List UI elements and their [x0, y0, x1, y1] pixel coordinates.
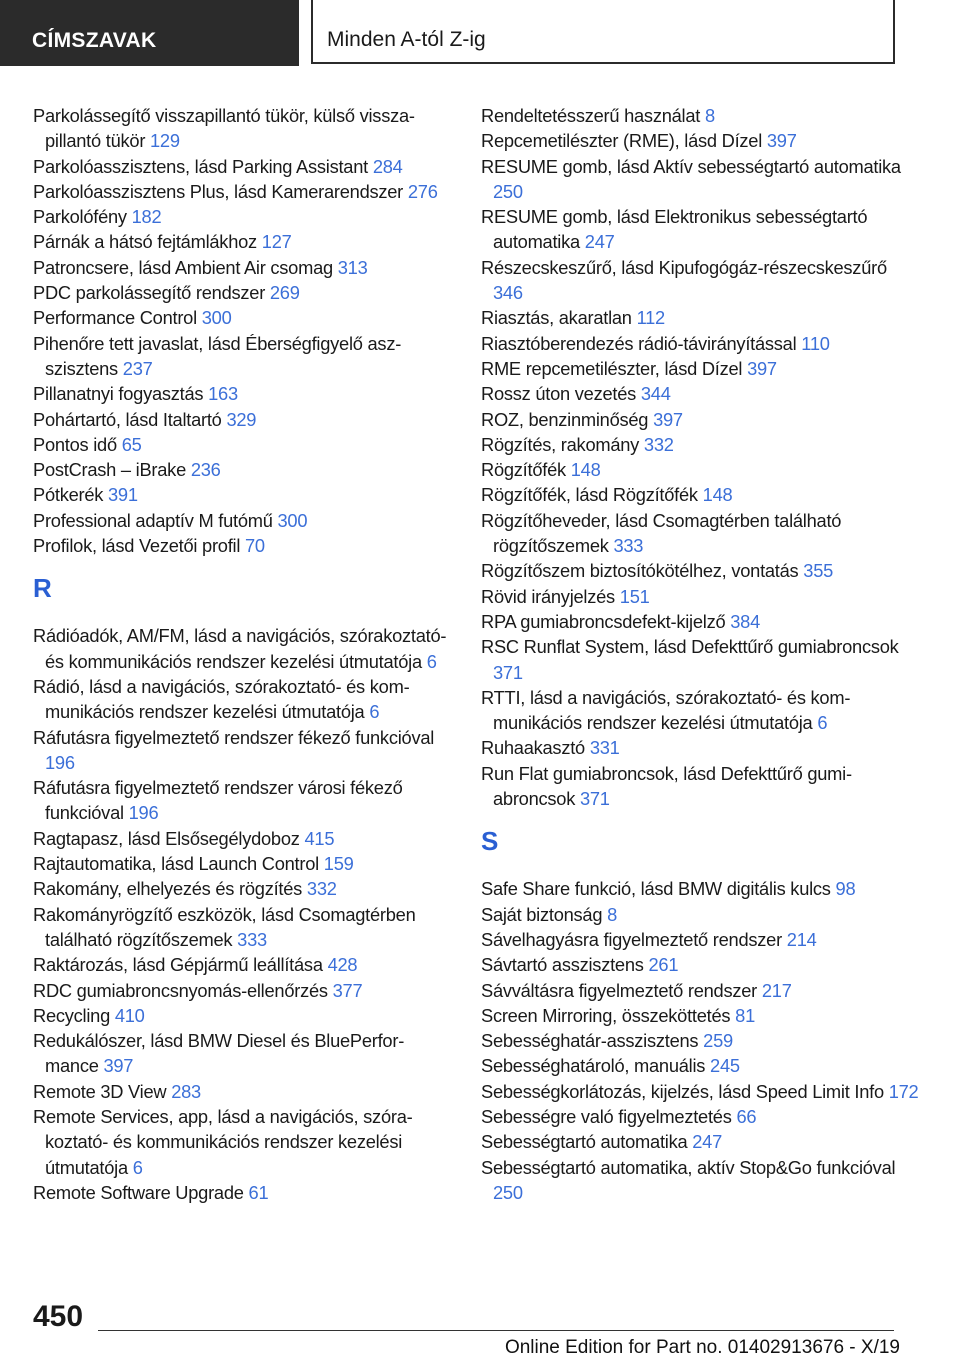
page-link[interactable]: 182 [131, 206, 162, 228]
index-entry-term: Rögzítőfék [481, 459, 566, 481]
tab-cimszavak[interactable]: CÍMSZAVAK [0, 0, 299, 66]
page-link[interactable]: 70 [245, 535, 265, 557]
page-link[interactable]: 148 [570, 459, 601, 481]
index-entry-term: Ráfutásra figyelmeztető rendszer fékező funkcióval [33, 726, 435, 748]
page-link[interactable]: 332 [643, 433, 674, 455]
index-entry-term: Run Flat gumiabroncsok, lásd Defekttűrő gumiabroncsok [481, 762, 853, 810]
page-link[interactable]: 159 [323, 853, 354, 875]
index-entry [481, 609, 921, 634]
index-entry [33, 1028, 451, 1079]
index-entry [33, 381, 451, 406]
header-bar [0, 0, 960, 66]
index-entry-term: Parkolófény [33, 206, 127, 228]
footer-edition: Online Edition for Part no. 01402913676 - X/19 [504, 1337, 900, 1358]
page-link[interactable]: 247 [692, 1131, 723, 1153]
index-entry [481, 1028, 921, 1053]
index-entry [481, 128, 921, 153]
page-link[interactable]: 65 [121, 433, 142, 455]
index-entry [481, 978, 921, 1003]
index-entry-term: Rakomány, elhelyezés és rögzítés [33, 878, 303, 900]
index-entry-term: Sávtartó asszisztens [481, 954, 644, 976]
index-entry [33, 407, 451, 432]
index-entry-term: RME repcemetilészter, lásd Dízel [481, 357, 743, 379]
index-entry [33, 457, 451, 482]
index-entry-term: Ráfutásra figyelmeztető rendszer városi fékező funkcióval [33, 777, 403, 824]
page-link[interactable]: 283 [171, 1080, 201, 1102]
index-entry-term: RTTI, lásd a navigációs, szórakoztató- és kommunikációs rendszer kezelési útmutatója [481, 686, 851, 734]
index-entry [481, 1003, 921, 1028]
index-entry [481, 1129, 921, 1154]
page-link[interactable]: 112 [636, 307, 665, 329]
index-entry-term: Rögzítőheveder, lásd Csomagtérben található rögzítőszemek [481, 509, 842, 557]
page-link[interactable]: 217 [761, 979, 792, 1001]
footer-divider [98, 1330, 894, 1331]
page-link[interactable]: 245 [710, 1055, 740, 1077]
index-entry-term: Riasztás, akaratlan [481, 307, 632, 329]
page-link[interactable]: 247 [584, 231, 615, 253]
index-entry-term: RDC gumiabroncsnyomás-ellenőrzés [33, 979, 328, 1001]
index-column-left [33, 103, 451, 1205]
section-letter-s: S [481, 826, 499, 857]
index-column-right [481, 103, 921, 1205]
page-link[interactable]: 8 [704, 105, 715, 126]
index-entry-term: RSC Runflat System, lásd Defekttűrő gumiabroncsok [481, 636, 899, 658]
page-link[interactable]: 300 [277, 509, 308, 531]
index-entry-term: Rádió, lásd a navigációs, szórakoztató- és kommunikációs rendszer kezelési útmutatója [33, 675, 410, 723]
index-entry-term: Parkolóasszisztens Plus, lásd Kamerarendszer [33, 180, 404, 202]
page-link[interactable]: 61 [248, 1181, 269, 1203]
page-link[interactable]: 163 [208, 383, 238, 405]
page-link[interactable]: 110 [801, 332, 830, 354]
page-link[interactable]: 332 [306, 878, 337, 900]
index-entry-term: RESUME gomb, lásd Elektronikus sebességtartó automatika [481, 206, 868, 253]
index-entry-term: PDC parkolássegítő rendszer [33, 282, 266, 304]
index-entry-term: RESUME gomb, lásd Aktív sebességtartó automatika [481, 155, 901, 177]
index-entry [33, 1003, 451, 1028]
index-entry [481, 432, 921, 457]
index-entry [481, 154, 921, 205]
index-entry-term: Sávelhagyásra figyelmeztető rendszer [481, 928, 782, 950]
index-entry [33, 623, 451, 674]
index-entry [481, 305, 921, 330]
index-entry-term: Rajtautomatika, lásd Launch Control [33, 853, 319, 875]
page-link[interactable]: 214 [786, 928, 817, 950]
page-link[interactable]: 276 [407, 180, 438, 202]
index-entry-term: Repcemetilészter (RME), lásd Dízel [481, 130, 763, 152]
index-entry-term: Sávváltásra figyelmeztető rendszer [481, 979, 758, 1001]
index-entry [33, 229, 451, 254]
page-link[interactable]: 300 [201, 307, 232, 329]
index-entry [33, 204, 451, 229]
index-entry-term: Remote Software Upgrade [33, 1181, 244, 1203]
tab-minden-a-tol-z-ig[interactable]: Minden A-tól Z-ig [311, 0, 895, 64]
index-entry-term: Riasztóberendezés rádió-távirányítással [481, 332, 797, 354]
index-entry [33, 280, 451, 305]
index-entry [481, 952, 921, 977]
index-entry-term: Rögzítés, rakomány [481, 433, 640, 455]
index-entry-term: Redukálószer, lásd BMW Diesel és BluePerformance [33, 1030, 405, 1077]
index-entry [33, 725, 451, 776]
page-link[interactable]: 415 [304, 827, 335, 849]
page-link[interactable]: 384 [730, 610, 761, 632]
index-entry [481, 927, 921, 952]
index-entry-term: Pihenőre tett javaslat, lásd Éberségfigyelő aszszisztens [33, 332, 402, 379]
page-link[interactable]: 81 [735, 1004, 755, 1026]
index-entry [33, 255, 451, 280]
page-link[interactable]: 6 [369, 701, 380, 723]
page-link[interactable]: 284 [372, 155, 403, 177]
index-entry-term: Rakományrögzítő eszközök, lásd Csomagtérben található rögzítőszemek [33, 903, 416, 950]
index-entry [33, 482, 451, 507]
index-entry [481, 761, 921, 812]
page-link[interactable]: 333 [237, 928, 267, 950]
index-entry [481, 634, 921, 685]
page-link[interactable]: 250 [493, 180, 523, 202]
index-entry-term: Rendeltetésszerű használat [481, 105, 701, 126]
index-entry-term: Sebességkorlátozás, kijelzés, lásd Speed Limit Info [481, 1080, 884, 1102]
index-entry [33, 179, 451, 204]
index-entry [33, 826, 451, 851]
page-link[interactable]: 344 [640, 383, 671, 405]
index-entry-term: Screen Mirroring, összeköttetés [481, 1004, 731, 1026]
index-entry [481, 407, 921, 432]
index-entry [33, 432, 451, 457]
index-entry [33, 978, 451, 1003]
index-entry [33, 1079, 451, 1104]
index-entry [481, 255, 921, 306]
index-entry [33, 674, 451, 725]
page-link[interactable]: 391 [108, 484, 138, 506]
index-entry [33, 533, 451, 558]
index-entry [481, 685, 921, 736]
index-entry-term: Sebességhatár-asszisztens [481, 1030, 699, 1052]
index-entry [481, 1104, 921, 1129]
page-link[interactable]: 172 [888, 1080, 919, 1102]
index-entry [481, 1079, 921, 1104]
index-entry [33, 952, 451, 977]
page-link[interactable]: 261 [648, 954, 679, 976]
index-entry [33, 1180, 451, 1205]
index-entry-term: Pontos idő [33, 433, 117, 455]
page-link[interactable]: 346 [493, 282, 523, 304]
index-entry [33, 775, 451, 826]
index-entry-term: Pohártartó, lásd Italtartó [33, 408, 222, 430]
page-number: 450 [33, 1300, 84, 1333]
index-entry [481, 1155, 921, 1206]
page-link[interactable]: 196 [45, 751, 75, 773]
page-link[interactable]: 6 [817, 712, 828, 734]
index-entry-term: Parkolóasszisztens, lásd Parking Assistant [33, 155, 368, 177]
index-entry [481, 508, 921, 559]
index-entry [33, 508, 451, 533]
page-link[interactable]: 333 [613, 535, 644, 557]
page-link[interactable]: 8 [607, 903, 618, 925]
page-link[interactable]: 127 [261, 231, 292, 253]
index-entry [481, 876, 921, 901]
index-entry [33, 305, 451, 330]
page-link[interactable]: 6 [426, 650, 437, 672]
index-entry-term: Párnák a hátsó fejtámlákhoz [33, 231, 257, 253]
index-entry-term: ROZ, benzinminőség [481, 408, 649, 430]
index-entry [481, 735, 921, 760]
page-link[interactable]: 151 [619, 585, 650, 607]
index-entry [481, 902, 921, 927]
page-link[interactable]: 410 [114, 1004, 145, 1026]
page-link[interactable]: 371 [579, 788, 610, 810]
page-link[interactable]: 6 [132, 1156, 143, 1178]
index-entry [481, 1053, 921, 1078]
index-entry-term: Rögzítőfék, lásd Rögzítőfék [481, 484, 698, 506]
page-link[interactable]: 313 [337, 256, 368, 278]
index-entry [481, 381, 921, 406]
index-entry-term: Rádióadók, AM/FM, lásd a navigációs, szórakoztató- és kommunikációs rendszer kezelési útmutatója [33, 625, 447, 672]
page-link[interactable]: 259 [703, 1030, 733, 1052]
index-entry-term: Performance Control [33, 307, 197, 329]
index-entry-term: Ruhaakasztó [481, 737, 585, 759]
index-entry-term: Raktározás, lásd Gépjármű leállítása [33, 954, 323, 976]
index-entry [481, 103, 921, 128]
page-link[interactable]: 196 [128, 802, 159, 824]
index-entry [33, 851, 451, 876]
index-entry-term: Sebességhatároló, manuális [481, 1055, 706, 1077]
page-link[interactable]: 237 [122, 357, 153, 379]
page-link[interactable]: 148 [702, 484, 733, 506]
index-entry-term: Parkolássegítő visszapillantó tükör, külső visszapillantó tükör [33, 105, 415, 152]
index-entry-term: Professional adaptív M futómű [33, 509, 273, 531]
page-link[interactable]: 98 [835, 878, 856, 900]
index-entry [33, 1104, 451, 1180]
index-entry-term: Recycling [33, 1004, 110, 1026]
page-link[interactable]: 236 [190, 459, 221, 481]
index-entry [481, 204, 921, 255]
index-entry-term: Patroncsere, lásd Ambient Air csomag [33, 256, 333, 278]
index-entry-term: Sebességre való figyelmeztetés [481, 1105, 732, 1127]
index-entry-term: Remote Services, app, lásd a navigációs, szórakoztató- és kommunikációs rendszer kezelési útmutatója [33, 1105, 413, 1178]
page-link[interactable]: 329 [226, 408, 257, 430]
index-entry [33, 331, 451, 382]
page-link[interactable]: 331 [589, 737, 620, 759]
index-entry [33, 902, 451, 953]
index-entry-term: Rögzítőszem biztosítókötélhez, vontatás [481, 560, 799, 582]
index-entry [481, 331, 921, 356]
page-link[interactable]: 269 [269, 282, 300, 304]
page-link[interactable]: 250 [493, 1181, 523, 1203]
page-link[interactable]: 129 [150, 130, 180, 152]
index-entry-term: Rossz úton vezetés [481, 383, 637, 405]
index-entry [481, 457, 921, 482]
index-entry-term: RPA gumiabroncsdefekt-kijelző [481, 610, 726, 632]
index-entry-term: Sebességtartó automatika [481, 1131, 688, 1153]
page-link[interactable]: 377 [332, 979, 363, 1001]
index-entry-term: Pillanatnyi fogyasztás [33, 383, 204, 405]
index-entry-term: Safe Share funkció, lásd BMW digitális kulcs [481, 878, 831, 900]
index-entry [33, 876, 451, 901]
index-entry [481, 558, 921, 583]
page-link[interactable]: 397 [766, 130, 797, 152]
page-link[interactable]: 371 [493, 661, 523, 683]
index-entry-term: Részecskeszűrő, lásd Kipufogógáz-részecskeszűrő [481, 256, 887, 278]
index-entry-term: Sebességtartó automatika, aktív Stop&Go funkcióval [481, 1156, 896, 1178]
index-entry-term: Profilok, lásd Vezetői profil [33, 535, 241, 557]
index-entry [33, 154, 451, 179]
index-entry [481, 356, 921, 381]
index-entry-term: Remote 3D View [33, 1080, 167, 1102]
page-link[interactable]: 428 [327, 954, 358, 976]
page-link[interactable]: 397 [103, 1055, 134, 1077]
index-entry-term: PostCrash – iBrake [33, 459, 186, 481]
index-entry-term: Ragtapasz, lásd Elsősegélydoboz [33, 827, 300, 849]
index-entry-term: Rövid irányjelzés [481, 585, 615, 607]
index-entry [33, 103, 451, 154]
index-entry-term: Pótkerék [33, 484, 104, 506]
page-link[interactable]: 66 [736, 1105, 757, 1127]
index-entry [481, 482, 921, 507]
index-entry-term: Saját biztonság [481, 903, 603, 925]
page-link[interactable]: 355 [803, 560, 834, 582]
section-letter-r: R [33, 573, 52, 604]
index-entry [481, 584, 921, 609]
page-link[interactable]: 397 [747, 357, 777, 379]
page-link[interactable]: 397 [653, 408, 683, 430]
